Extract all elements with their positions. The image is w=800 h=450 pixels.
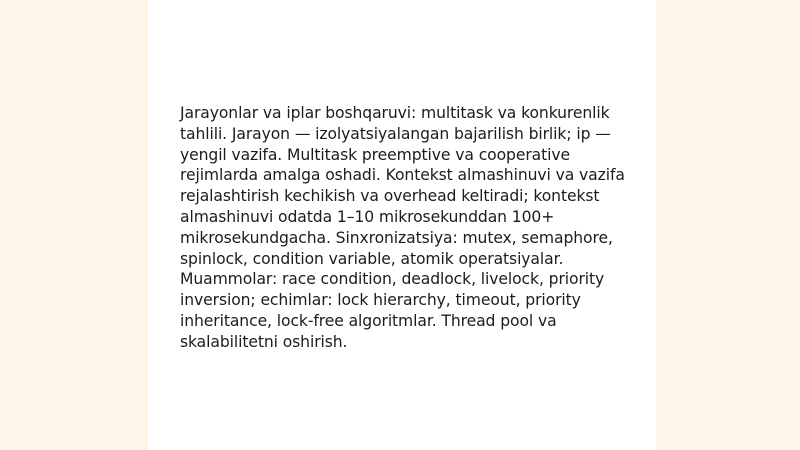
body-paragraph: Jarayonlar va iplar boshqaruvi: multitask va konkurenlik tahlili. Jarayon — izolyatsiyalangan bajarilish birlik; ip — yengil vazifa. Multitask preemptive va cooperative rejimlarda amalga oshadi. Kontekst almashinuvi va vazifa rejalashtirish kechikish va overhead keltiradi; kontekst almashinuvi odatda 1–10 mikrosekunddan 100+ mikrosekundgacha. Sinxronizatsiya: mutex, semaphore, spinlock, condition variable, atomik operatsiyalar. Muammolar: race condition, deadlock, livelock, priority inversion; echimlar: lock hierarchy, timeout, priority inheritance, lock-free algoritmlar. Thread pool va skalabilitetni oshirish. <box>180 104 625 351</box>
document-page <box>148 0 656 450</box>
